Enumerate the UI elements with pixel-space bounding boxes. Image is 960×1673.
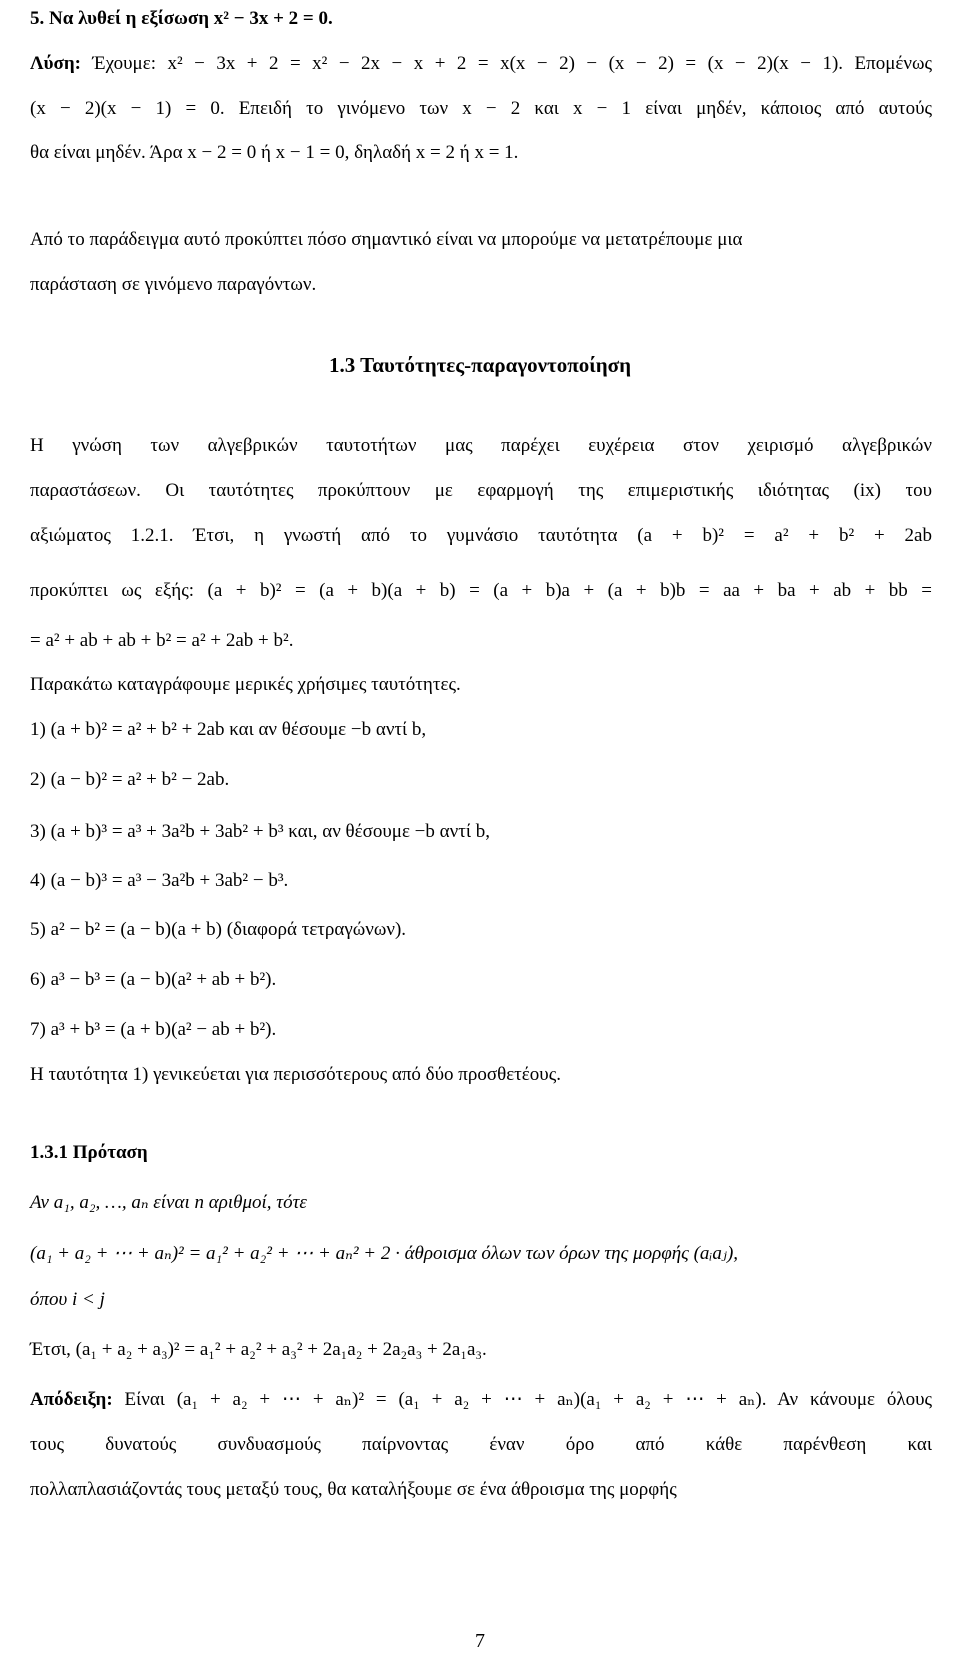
solution-line-3: θα είναι μηδέν. Άρα x − 2 = 0 ή x − 1 = 0, δηλαδή x = 2 ή x = 1. bbox=[30, 142, 519, 163]
solution-text-1: Έχουμε: x² − 3x + 2 = x² − 2x − x + 2 = x(x − 2) − (x − 2) = (x − 2)(x − 1). Επομένως bbox=[92, 53, 933, 74]
identity-3: 3) (a + b)³ = a³ + 3a²b + 3ab² + b³ και, αν θέσουμε −b αντί b, bbox=[30, 821, 490, 842]
page-number: 7 bbox=[475, 1630, 485, 1652]
proof-line-1 bbox=[30, 1387, 932, 1413]
exercise-title: 5. Να λυθεί η εξίσωση x² − 3x + 2 = 0. bbox=[30, 8, 333, 29]
identity-2: 2) (a − b)² = a² + b² − 2ab. bbox=[30, 769, 230, 790]
identity-5: 5) a² − b² = (a − b)(a + b) (διαφορά τετραγώνων). bbox=[30, 919, 407, 940]
proposition-line-2: (a₁ + a₂ + ⋯ + aₙ)² = a₁² + a₂² + ⋯ + aₙ² + 2 · άθροισμα όλων των όρων της μορφής (aᵢaⱼ), bbox=[30, 1243, 739, 1264]
intro-line-2: παραστάσεων. Οι ταυτότητες προκύπτουν με εφαρμογή της επιμεριστικής ιδιότητας (ix) του bbox=[30, 480, 932, 501]
proof-line-2: τους δυνατούς συνδυασμούς παίρνοντας έναν όρο από κάθε παρένθεση και bbox=[30, 1434, 932, 1455]
solution-line-2: (x − 2)(x − 1) = 0. Επειδή το γινόμενο των x − 2 και x − 1 είναι μηδέν, κάποιος από αυτούς bbox=[30, 98, 932, 119]
proof-line-3: πολλαπλασιάζοντάς τους μεταξύ τους, θα καταλήξουμε σε ένα άθροισμα της μορφής bbox=[30, 1479, 677, 1500]
identity-1: 1) (a + b)² = a² + b² + 2ab και αν θέσουμε −b αντί b, bbox=[30, 719, 427, 740]
solution-line-1 bbox=[30, 51, 932, 77]
identity-6: 6) a³ − b³ = (a − b)(a² + ab + b²). bbox=[30, 969, 277, 990]
proposition-line-3: όπου i < j bbox=[30, 1289, 105, 1310]
remark-line-2: παράσταση σε γινόμενο παραγόντων. bbox=[30, 274, 317, 295]
proposition-title: 1.3.1 Πρόταση bbox=[30, 1142, 148, 1163]
remark-line-1: Από το παράδειγμα αυτό προκύπτει πόσο σημαντικό είναι να μπορούμε να μετατρέπουμε μια bbox=[30, 229, 743, 250]
proposition-line-1: Αν a₁, a₂, …, aₙ είναι n αριθμοί, τότε bbox=[30, 1192, 307, 1213]
proof-label: Απόδειξη: bbox=[30, 1389, 113, 1410]
intro-line-6: Παρακάτω καταγράφουμε μερικές χρήσιμες ταυτότητες. bbox=[30, 674, 461, 695]
generalize-note: Η ταυτότητα 1) γενικεύεται για περισσότερους από δύο προσθετέους. bbox=[30, 1064, 561, 1085]
intro-line-3: αξιώματος 1.2.1. Έτσι, η γνωστή από το γυμνάσιο ταυτότητα (a + b)² = a² + b² + 2ab bbox=[30, 525, 932, 546]
proposition-example: Έτσι, (a₁ + a₂ + a₃)² = a₁² + a₂² + a₃² + 2a₁a₂ + 2a₂a₃ + 2a₁a₃. bbox=[30, 1339, 487, 1360]
solution-label: Λύση: bbox=[30, 53, 81, 74]
proof-text-1: Είναι (a₁ + a₂ + ⋯ + aₙ)² = (a₁ + a₂ + ⋯ + aₙ)(a₁ + a₂ + ⋯ + aₙ). Αν κάνουμε όλους bbox=[124, 1389, 932, 1410]
identity-4: 4) (a − b)³ = a³ − 3a²b + 3ab² − b³. bbox=[30, 870, 289, 891]
section-title: 1.3 Ταυτότητες-παραγοντοποίηση bbox=[329, 353, 631, 377]
intro-line-1: Η γνώση των αλγεβρικών ταυτοτήτων μας παρέχει ευχέρεια στον χειρισμό αλγεβρικών bbox=[30, 435, 932, 456]
intro-line-5: = a² + ab + ab + b² = a² + 2ab + b². bbox=[30, 630, 294, 651]
identity-7: 7) a³ + b³ = (a + b)(a² − ab + b²). bbox=[30, 1019, 277, 1040]
intro-line-4: προκύπτει ως εξής: (a + b)² = (a + b)(a + b) = (a + b)a + (a + b)b = aa + ba + ab + bb = bbox=[30, 580, 932, 601]
